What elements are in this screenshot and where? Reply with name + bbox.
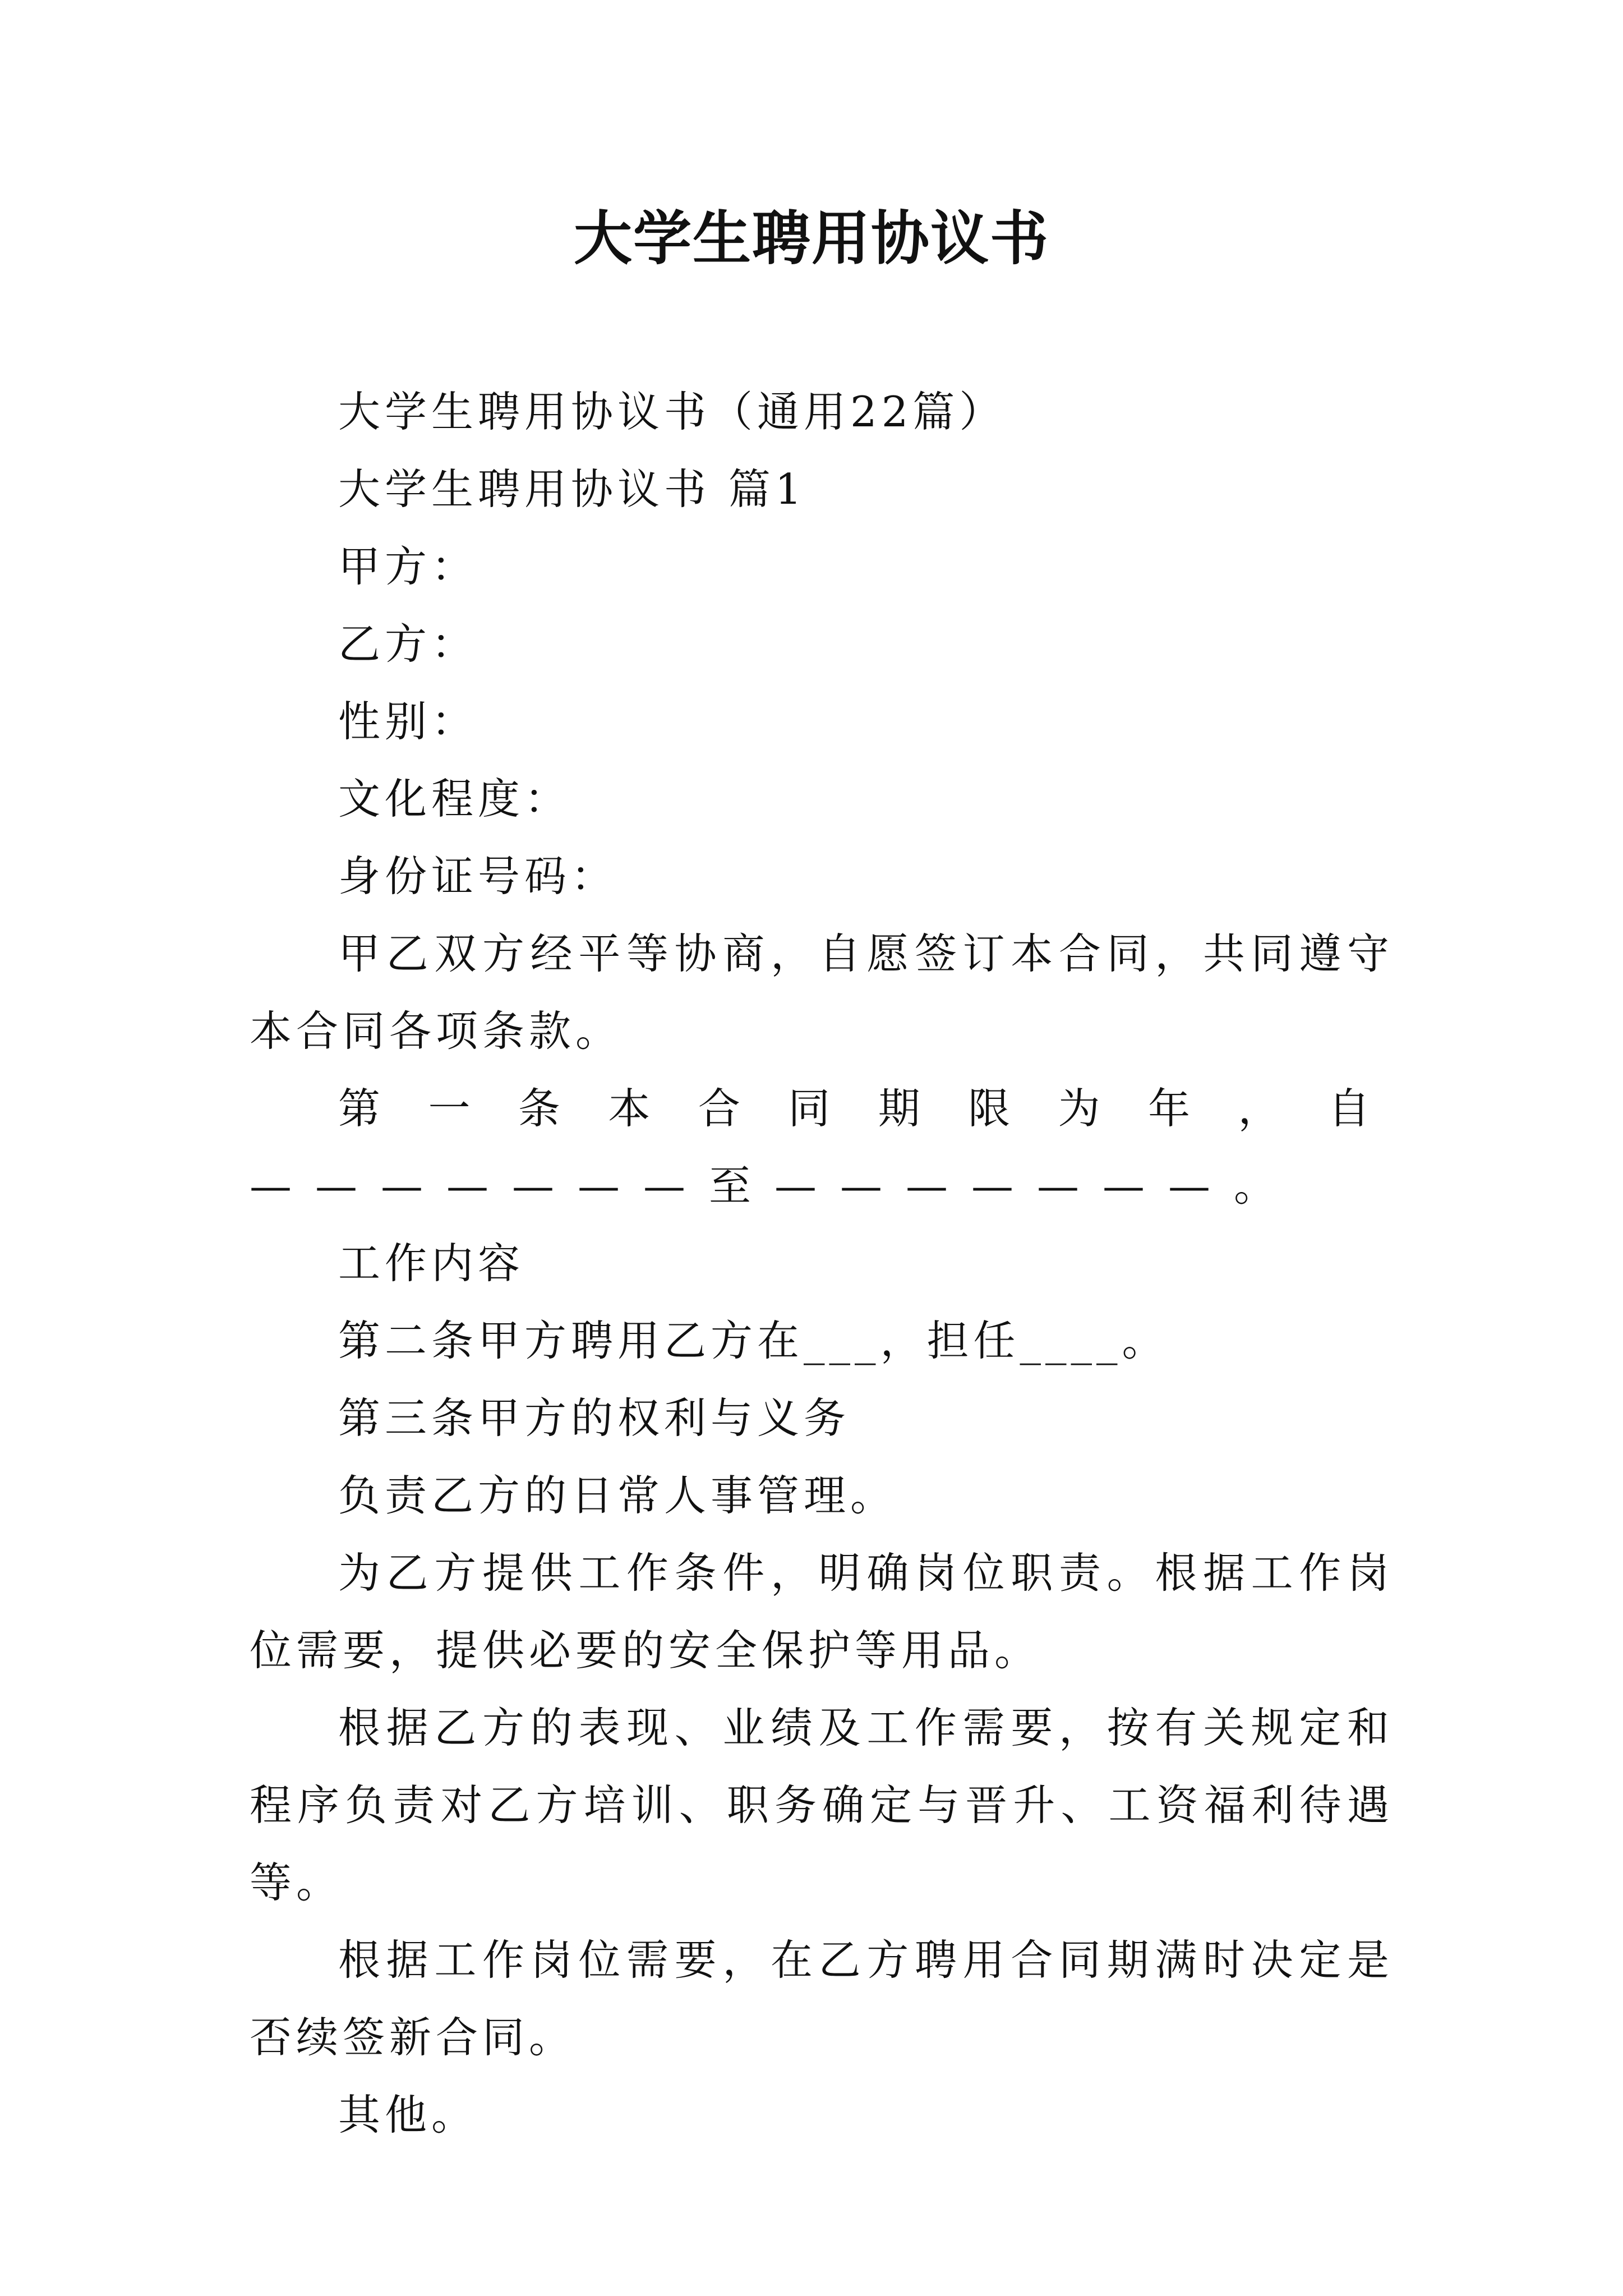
paragraph-renewal: 根据工作岗位需要，在乙方聘用合同期满时决定是否续签新合同。 bbox=[250, 1935, 1394, 2062]
paragraph-daily-management: 负责乙方的日常人事管理。 bbox=[338, 1471, 897, 1520]
paragraph-work-conditions: 为乙方提供工作条件，明确岗位职责。根据工作岗位需要，提供必要的安全保护等用品。 bbox=[250, 1548, 1394, 1675]
document-body bbox=[250, 373, 1394, 2154]
paragraph-id-number: 身份证号码： bbox=[338, 852, 618, 901]
paragraph-other: 其他。 bbox=[338, 2090, 478, 2139]
paragraph-article-3: 第三条甲方的权利与义务 bbox=[338, 1393, 851, 1443]
paragraph-agreement-intro: 甲乙双方经平等协商，自愿签订本合同，共同遵守本合同各项条款。 bbox=[250, 929, 1394, 1056]
paragraph-training: 根据乙方的表现、业绩及工作需要，按有关规定和程序负责对乙方培训、职务确定与晋升、工资福利待遇等。 bbox=[250, 1703, 1394, 1907]
paragraph-article-2: 第二条甲方聘用乙方在___，担任____。 bbox=[338, 1316, 1169, 1365]
paragraph-gender: 性别： bbox=[338, 697, 478, 746]
document-title: 大学生聘用协议书 bbox=[573, 204, 1049, 273]
paragraph-party-b: 乙方： bbox=[338, 619, 478, 669]
paragraph-subtitle: 大学生聘用协议书（通用22篇） bbox=[338, 387, 1006, 436]
paragraph-section-heading: 大学生聘用协议书 篇1 bbox=[338, 464, 806, 514]
paragraph-party-a: 甲方： bbox=[338, 542, 478, 591]
paragraph-work-content: 工作内容 bbox=[338, 1239, 525, 1288]
paragraph-education: 文化程度： bbox=[338, 774, 571, 823]
paragraph-article-1: 第一条本合同期限为年，自———————至———————。 bbox=[250, 1084, 1394, 1211]
